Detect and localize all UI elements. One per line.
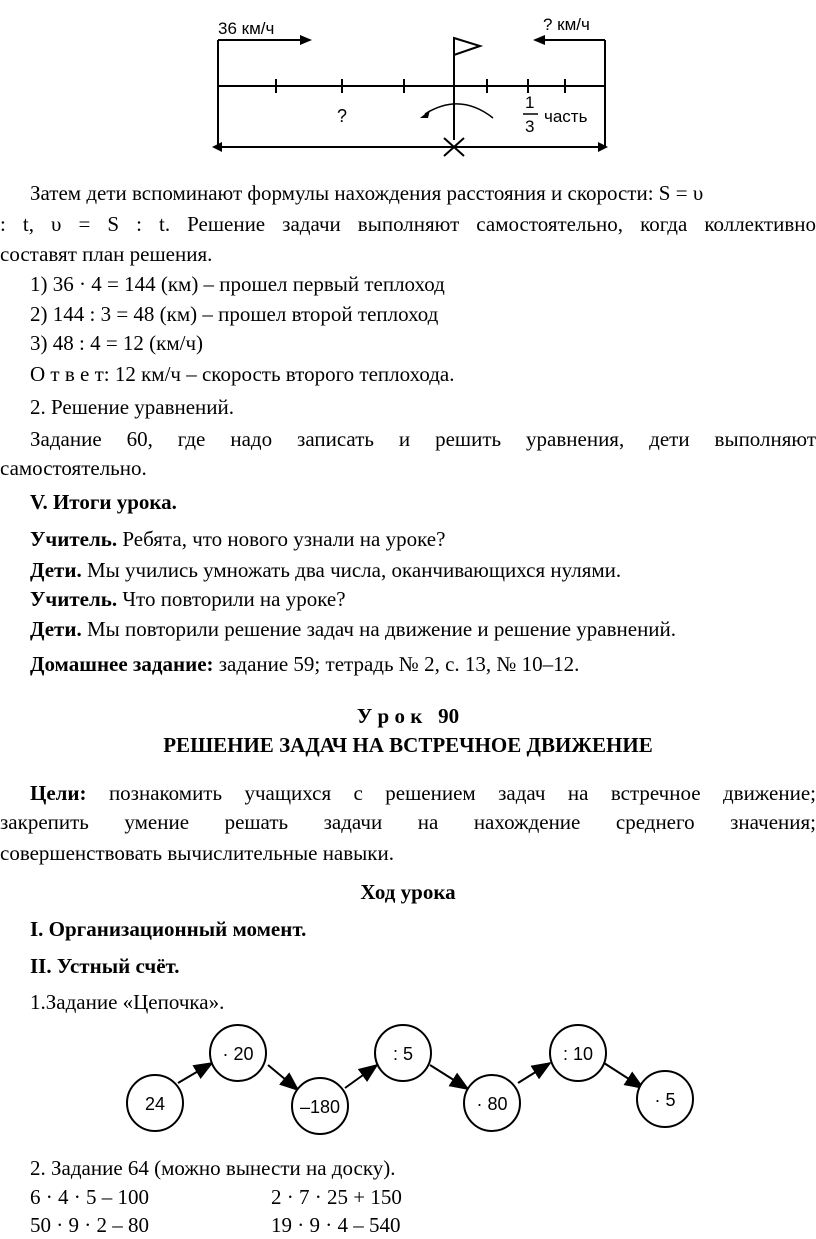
chain-diagram bbox=[0, 1015, 816, 1145]
flag-icon bbox=[454, 38, 480, 55]
section-2: II. Устный счёт. bbox=[30, 954, 180, 978]
solution-step-1: 1) 36 · 4 = 144 (км) – прошел первый теплоход bbox=[30, 272, 445, 296]
speaker: Учитель. bbox=[30, 587, 118, 611]
answer-line bbox=[0, 360, 816, 388]
expr-1-2: 2 · 7 · 25 + 150 bbox=[271, 1185, 402, 1209]
goals-line3: совершенствовать вычислительные навыки. bbox=[0, 841, 394, 865]
fraction-numerator: 1 bbox=[525, 93, 535, 112]
curved-arrow bbox=[425, 104, 493, 118]
goals-line1: Цели: познакомить учащихся с решением задач на встречное движение; bbox=[30, 781, 816, 805]
para1-line3: составят план решения. bbox=[0, 242, 213, 266]
svg-text:· 80: · 80 bbox=[476, 1094, 508, 1114]
chain-node-1 bbox=[127, 1075, 183, 1131]
lesson-number: У р о к 90 bbox=[356, 704, 460, 728]
answer-label: О т в е т: bbox=[30, 362, 110, 386]
expr-2-2: 19 · 9 · 4 – 540 bbox=[271, 1213, 401, 1237]
equations-line2: самостоятельно. bbox=[0, 456, 147, 480]
goals-label: Цели: bbox=[30, 781, 87, 805]
expr-1-1: 6 · 4 · 5 – 100 bbox=[30, 1185, 149, 1209]
task2-title: 2. Задание 64 (можно вынести на доску). bbox=[30, 1156, 396, 1180]
solution-step-2: 2) 144 : 3 = 48 (км) – прошел второй теплоход bbox=[30, 302, 439, 326]
chain-node-2 bbox=[210, 1025, 266, 1081]
chain-node-6 bbox=[550, 1025, 606, 1081]
homework-label: Домашнее задание: bbox=[30, 652, 214, 676]
para1-line2: : t, υ = S : t. Решение задачи выполняют самостоятельно, когда коллективно bbox=[0, 212, 816, 236]
course-heading: Ход урока bbox=[360, 880, 456, 904]
chain-node-5 bbox=[464, 1075, 520, 1131]
speaker: Учитель. bbox=[30, 527, 118, 551]
expr-2-1: 50 · 9 · 2 – 80 bbox=[30, 1213, 149, 1237]
chain-node-4 bbox=[375, 1025, 431, 1081]
dialog-line-3: Учитель. Что повторили на уроке? bbox=[30, 587, 346, 611]
solution-step-3: 3) 48 : 4 = 12 (км/ч) bbox=[30, 331, 204, 355]
goals-line2: закрепить умение решать задачи на нахождение среднего значения; bbox=[0, 810, 816, 834]
speaker: Дети. bbox=[30, 617, 82, 641]
summary-heading: V. Итоги урока. bbox=[30, 490, 177, 514]
svg-text:–180: –180 bbox=[299, 1097, 341, 1117]
equations-title: 2. Решение уравнений. bbox=[30, 395, 235, 419]
part-label: часть bbox=[544, 107, 588, 126]
task1-title: 1.Задание «Цепочка». bbox=[30, 990, 225, 1014]
speaker: Дети. bbox=[30, 558, 82, 582]
para1-line1: Затем дети вспоминают формулы нахождения расстояния и скорости: S = υ bbox=[30, 181, 704, 205]
svg-text:· 20: · 20 bbox=[222, 1044, 254, 1064]
lesson-title: РЕШЕНИЕ ЗАДАЧ НА ВСТРЕЧНОЕ ДВИЖЕНИЕ bbox=[163, 733, 653, 757]
svg-text:· 5: · 5 bbox=[654, 1090, 676, 1110]
homework-text: задание 59; тетрадь № 2, с. 13, № 10–12. bbox=[213, 652, 580, 676]
motion-diagram bbox=[0, 0, 816, 170]
right-speed-label: ? км/ч bbox=[543, 15, 590, 34]
equations-line1: Задание 60, где надо записать и решить уравнения, дети выполняют bbox=[30, 427, 816, 451]
chain-node-7 bbox=[637, 1071, 693, 1127]
unknown-label: ? bbox=[337, 106, 348, 126]
homework-line bbox=[0, 650, 816, 678]
left-speed-label: 36 км/ч bbox=[218, 19, 275, 38]
section-1: I. Организационный момент. bbox=[30, 917, 307, 941]
dialog-line-4: Дети. Мы повторили решение задач на движение и решение уравнений. bbox=[30, 617, 677, 641]
dialog-line-1: Учитель. Ребята, что нового узнали на уроке? bbox=[30, 527, 446, 551]
fraction-denominator: 3 bbox=[525, 117, 535, 136]
chain-node-3 bbox=[292, 1078, 348, 1134]
answer-text: 12 км/ч – скорость второго теплохода. bbox=[109, 362, 455, 386]
dialog-line-2: Дети. Мы учились умножать два числа, оканчивающихся нулями. bbox=[30, 558, 622, 582]
svg-text:24: 24 bbox=[144, 1094, 166, 1114]
svg-text:: 10: : 10 bbox=[562, 1044, 594, 1064]
svg-text:: 5: : 5 bbox=[392, 1044, 414, 1064]
